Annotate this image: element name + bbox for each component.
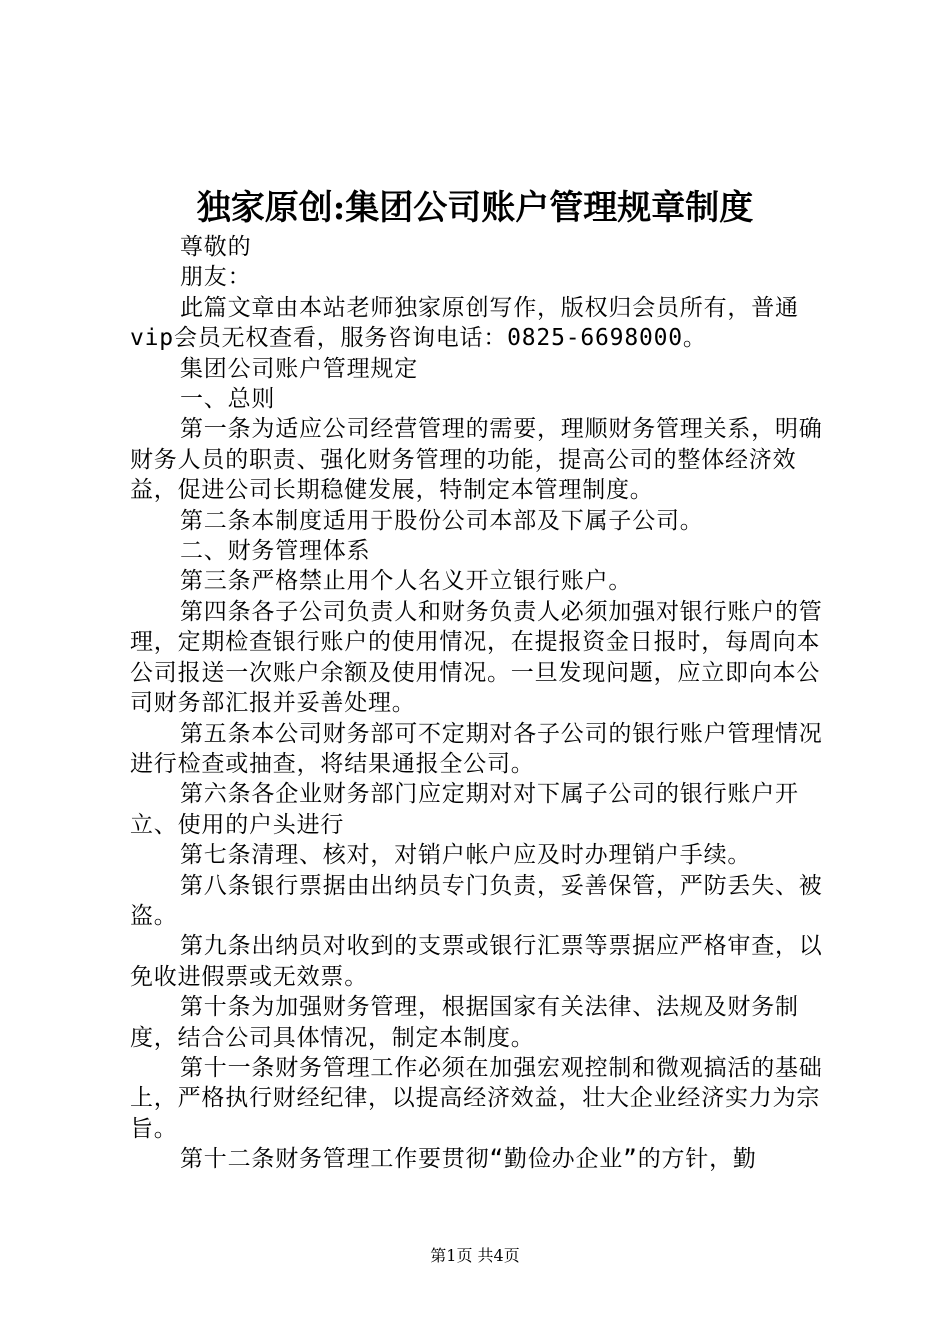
article-5: 第五条本公司财务部可不定期对各子公司的银行账户管理情况进行检查或抽查，将结果通报全公司。 — [130, 720, 823, 777]
paragraph-greeting-1: 尊敬的 — [180, 234, 252, 260]
article-8: 第八条银行票据由出纳员专门负责，妥善保管，严防丢失、被盗。 — [130, 872, 823, 929]
document-title: 独家原创:集团公司账户管理规章制度 — [196, 188, 754, 228]
section-heading-finance-system: 二、财务管理体系 — [180, 538, 371, 565]
article-12: 第十二条财务管理工作要贯彻“勤俭办企业”的方针，勤 — [180, 1146, 757, 1173]
article-6: 第六条各企业财务部门应定期对对下属子公司的银行账户开立、使用的户头进行 — [130, 781, 799, 838]
article-3: 第三条严格禁止用个人名义开立银行账户。 — [180, 568, 633, 595]
article-1: 第一条为适应公司经营管理的需要，理顺财务管理关系，明确财务人员的职责、强化财务管理的功能，提高公司的整体经济效益，促进公司长期稳健发展，特制定本管理制度。 — [130, 416, 823, 504]
article-10: 第十条为加强财务管理，根据国家有关法律、法规及财务制度，结合公司具体情况，制定本制度。 — [130, 994, 799, 1051]
article-11: 第十一条财务管理工作必须在加强宏观控制和微观搞活的基础上，严格执行财经纪律，以提高经济效益，壮大企业经济实力为宗旨。 — [130, 1054, 823, 1142]
paragraph-regulation-title: 集团公司账户管理规定 — [180, 355, 418, 382]
article-7: 第七条清理、核对，对销户帐户应及时办理销户手续。 — [180, 842, 752, 869]
article-4: 第四条各子公司负责人和财务负责人必须加强对银行账户的管理，定期检查银行账户的使用情况，在提报资金日报时，每周向本公司报送一次账户余额及使用情况。一旦发现问题，应立即向本公司财务部汇报并妥善处理。 — [130, 598, 823, 717]
article-9: 第九条出纳员对收到的支票或银行汇票等票据应严格审查，以免收进假票或无效票。 — [130, 933, 823, 990]
page-footer: 第1页 共4页 — [430, 1246, 520, 1265]
paragraph-copyright-notice: 此篇文章由本站老师独家原创写作，版权归会员所有，普通vip会员无权查看，服务咨询电话：0825-6698000。 — [130, 294, 799, 352]
document-body — [130, 232, 830, 1175]
article-2: 第二条本制度适用于股份公司本部及下属子公司。 — [180, 507, 704, 534]
paragraph-greeting-2: 朋友： — [180, 264, 252, 291]
section-heading-general: 一、总则 — [180, 386, 276, 413]
